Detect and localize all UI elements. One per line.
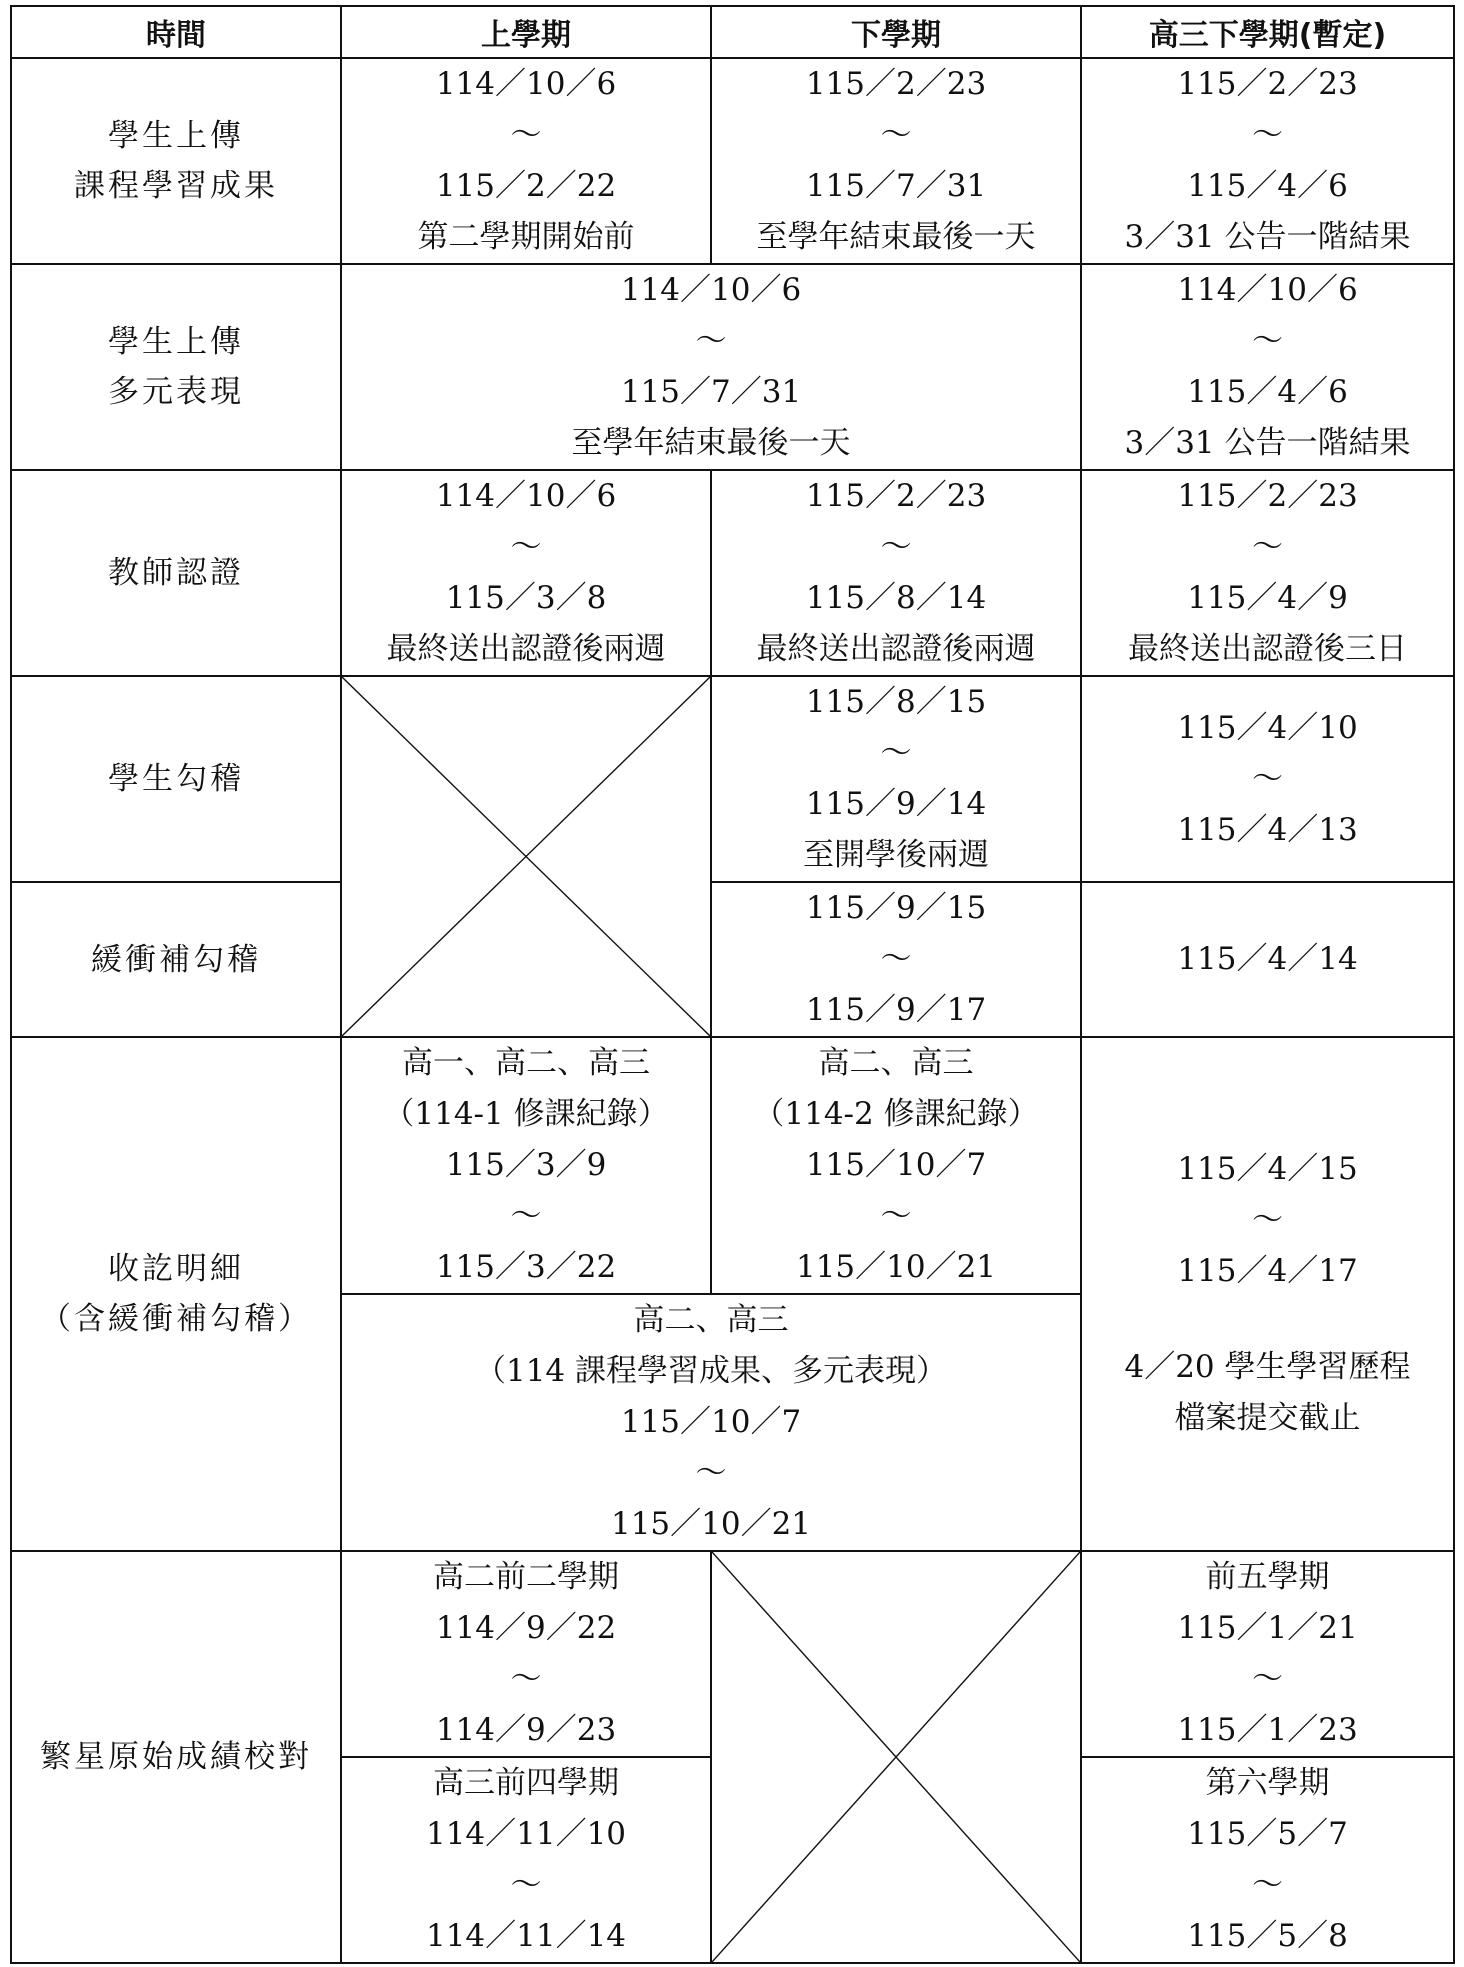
row-label-upload-diverse-performance: 學生上傳 多元表現 xyxy=(11,264,341,470)
cell-star-grade-senior-a: 前五學期 115／1／21 ～ 115／1／23 xyxy=(1081,1551,1454,1757)
cell-receipt-first: 高一、高二、高三 （114-1 修課紀錄） 115／3／9 ～ 115／3／22 xyxy=(341,1037,711,1294)
cell-star-grade-first-a: 高二前二學期 114／9／22 ～ 114／9／23 xyxy=(341,1551,711,1757)
row-label-buffer-check: 緩衝補勾稽 xyxy=(11,882,341,1037)
row-receipt-details xyxy=(11,1037,1454,1294)
schedule-table xyxy=(10,5,1455,1964)
row-label-teacher-certification: 教師認證 xyxy=(11,470,341,676)
header-second-semester: 下學期 xyxy=(711,6,1081,58)
row-upload-course-results xyxy=(11,58,1454,264)
cell-certification-senior: 115／2／23 ～ 115／4／9 最終送出認證後三日 xyxy=(1081,470,1454,676)
cell-receipt-year: 高二、高三 （114 課程學習成果、多元表現） 115／10／7 ～ 115／10／21 xyxy=(341,1294,1081,1551)
cell-diverse-performance-senior: 114／10／6 ～ 115／4／6 3／31 公告一階結果 xyxy=(1081,264,1454,470)
cell-not-applicable-check xyxy=(341,676,711,1037)
cell-student-check-second: 115／8／15 ～ 115／9／14 至開學後兩週 xyxy=(711,676,1081,882)
row-label-upload-course-results: 學生上傳 課程學習成果 xyxy=(11,58,341,264)
row-label-receipt-details: 收訖明細 （含緩衝補勾稽） xyxy=(11,1037,341,1551)
cross-out-mark xyxy=(342,677,710,1036)
cell-course-results-second: 115／2／23 ～ 115／7／31 至學年結束最後一天 xyxy=(711,58,1081,264)
row-star-grade-check xyxy=(11,1551,1454,1757)
cell-certification-first: 114／10／6 ～ 115／3／8 最終送出認證後兩週 xyxy=(341,470,711,676)
cell-receipt-second: 高二、高三 （114-2 修課紀錄） 115／10／7 ～ 115／10／21 xyxy=(711,1037,1081,1294)
cell-course-results-first: 114／10／6 ～ 115／2／22 第二學期開始前 xyxy=(341,58,711,264)
cell-not-applicable-star-grade xyxy=(711,1551,1081,1963)
header-senior-second-semester: 高三下學期(暫定) xyxy=(1081,6,1454,58)
cell-star-grade-first-b: 高三前四學期 114／11／10 ～ 114／11／14 xyxy=(341,1757,711,1963)
cell-certification-second: 115／2／23 ～ 115／8／14 最終送出認證後兩週 xyxy=(711,470,1081,676)
row-teacher-certification xyxy=(11,470,1454,676)
cell-receipt-senior: 115／4／15 ～ 115／4／17 4／20 學生學習歷程 檔案提交截止 xyxy=(1081,1037,1454,1551)
row-label-student-check: 學生勾稽 xyxy=(11,676,341,882)
cell-buffer-check-second: 115／9／15 ～ 115／9／17 xyxy=(711,882,1081,1037)
header-row xyxy=(11,6,1454,58)
cell-student-check-senior: 115／4／10 ～ 115／4／13 xyxy=(1081,676,1454,882)
cross-out-mark xyxy=(712,1552,1080,1962)
row-student-check xyxy=(11,676,1454,882)
header-first-semester: 上學期 xyxy=(341,6,711,58)
cell-star-grade-senior-b: 第六學期 115／5／7 ～ 115／5／8 xyxy=(1081,1757,1454,1963)
row-buffer-check xyxy=(11,882,1454,1037)
header-time: 時間 xyxy=(11,6,341,58)
row-upload-diverse-performance xyxy=(11,264,1454,470)
cell-course-results-senior: 115／2／23 ～ 115／4／6 3／31 公告一階結果 xyxy=(1081,58,1454,264)
cell-buffer-check-senior: 115／4／14 xyxy=(1081,882,1454,1037)
cell-diverse-performance-year: 114／10／6 ～ 115／7／31 至學年結束最後一天 xyxy=(341,264,1081,470)
row-label-star-grade-check: 繁星原始成績校對 xyxy=(11,1551,341,1963)
